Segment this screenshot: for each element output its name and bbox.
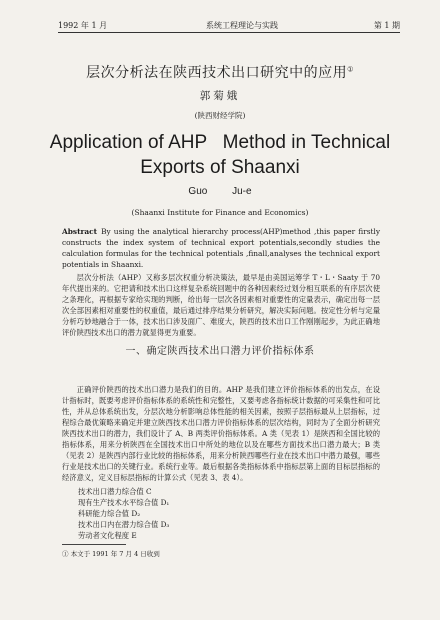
running-header [58, 18, 400, 33]
title-chinese [0, 62, 440, 82]
abstract-text: By using the analytical hierarchy process(AHP)method ,this paper firstly constructs the index system of technical export potentials,secondly studies the calculation formulas for the technical potentials ,finall,analyses the technical export potentials in Shaanxi. [62, 227, 380, 269]
abstract-label: Abstract [62, 227, 98, 236]
section-heading: 一、确定陕西技术出口潜力评价指标体系 [125, 346, 315, 357]
author-english: Guo Ju-e [188, 186, 252, 197]
indicator-item: 科研能力综合值 D₂ [78, 509, 141, 518]
indicator-item: 技术出口潜力综合值 C [78, 487, 152, 496]
title-english-line2: Exports of Shaanxi [140, 157, 300, 178]
footnote-rule [62, 544, 126, 545]
title-chinese-text: 层次分析法在陕西技术出口研究中的应用 [86, 65, 348, 81]
footnote: ① 本文于 1991 年 7 月 4 日收到 [62, 550, 160, 558]
author-chinese: 郭菊娥 [199, 90, 241, 102]
indicator-item: 现有生产技术水平综合值 D₁ [78, 498, 170, 507]
affiliation-english: (Shaanxi Institute for Finance and Economics) [131, 208, 309, 217]
header-issue: 第 1 期 [373, 21, 400, 30]
indicator-item: 技术出口内在潜力综合值 D₃ [78, 520, 170, 529]
section-paragraph: 正确评价陕西的技术出口潜力是我们的目的。AHP 是我们建立评价指标体系的出发点，在设计指标时，既要考虑评价指标体系的系统性和完整性，又要考虑各指标统计数据的可采集性和可比性，并从总体系统出发，分层次地分析影响总体性能的相关因素，按照子层指标最从上层指标，过程综合最优策略来确定并建立陕西技术出口潜力评价指标体系的层次结构，同时为了全面分析研究陕西技术出口的潜力，我们设计了 A、B 两类评价指标体系。A 类（见表 1）是陕西和全国比较的指标体系，用来分析陕西在全国技术出口中所处的地位以及在哪些方面技术出口潜力最大；B 类（见表 2）是陕西内部行业比较的指标体系，用来分析陕西哪些行业在技术出口中潜力最强，哪些行业是技术出口的关键行业。系统行业等。最后根据各类指标体系中指标层第上面的目标层指标的经济意义，定义目标层指标的计算公式（见表 3、表 4）。 [62, 385, 380, 482]
header-journal: 系统工程理论与实践 [206, 21, 278, 30]
indicator-list [78, 486, 169, 541]
abstract [62, 226, 380, 270]
affiliation-chinese: (陕西财经学院) [194, 111, 246, 120]
indicator-item: 劳动者文化程度 E [78, 531, 137, 540]
header-date: 1992 年 1 月 [58, 21, 108, 30]
title-english-line1: Application of AHP Method in Technical [49, 132, 391, 153]
title-footnote-mark: ① [347, 65, 354, 74]
intro-paragraph: 层次分析法（AHP）又称多层次权重分析决策法，最早是由美国运筹学 T・L・Saaty 于 70 年代提出来的。它把请和技术出口这样复杂系统回题中的各种因素经过划分相互联系的有序层次使之条理化，再根据专家给实现的判断，给出每一层次各因素相对重要性的定量表示，确定出每一层次全部因素相对重要性的权重值，最后通过排序结果分析研究，解决实际问题。按定性分析与定量分析巧妙地融合于一体，技术出口涉及面广、难度大，陕西的技术出口工作刚刚起步，为此正确地评价陕西技术出口的潜力就显得更为重要。 [62, 273, 380, 337]
